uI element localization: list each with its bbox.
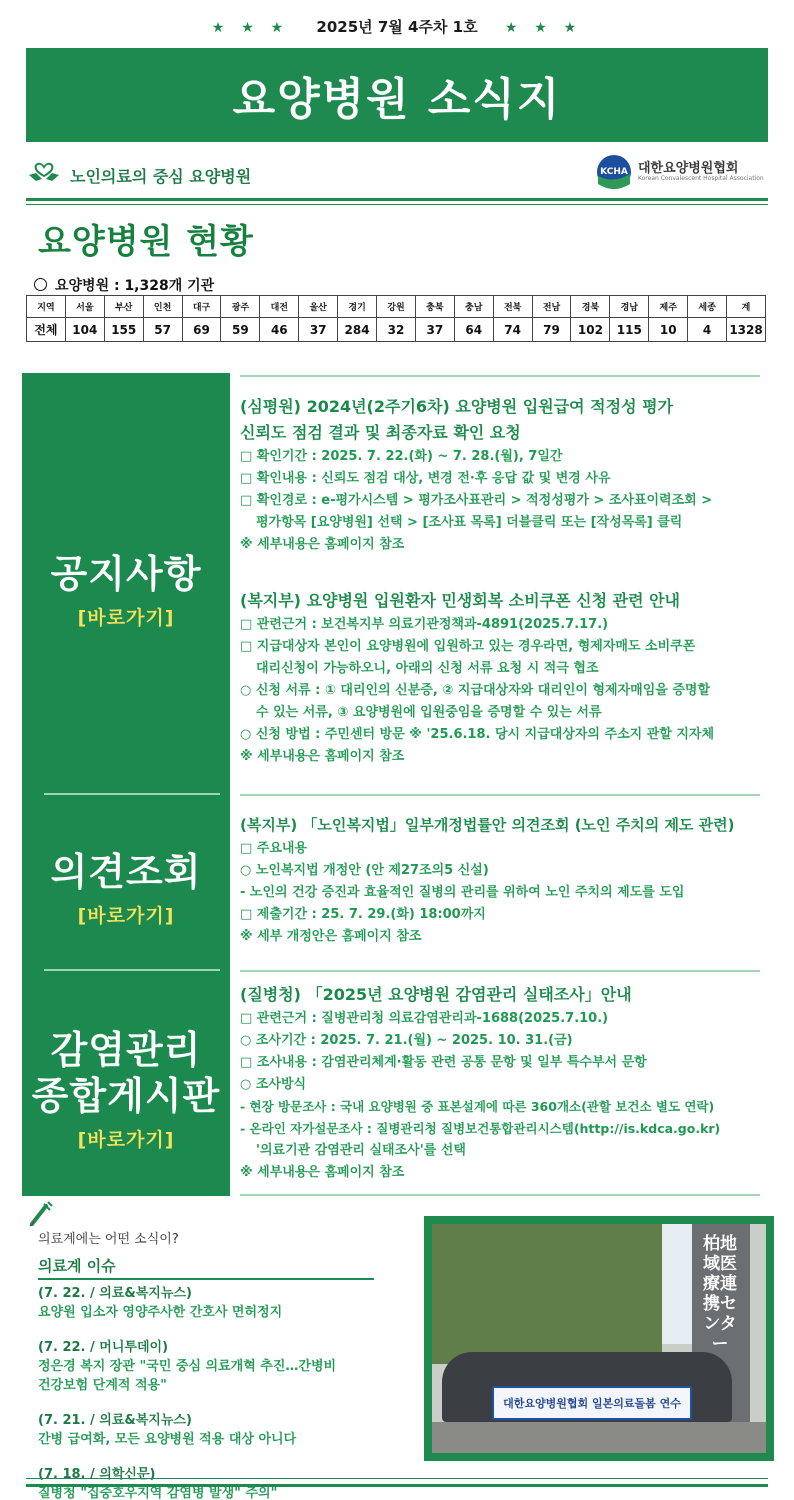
news-headline-cont: 건강보험 단계적 적용" — [38, 1378, 167, 1393]
logo-text: KCHA — [600, 167, 628, 177]
opinion-line: ○ 노인복지법 개정안 (안 제27조의5 신설) — [240, 863, 489, 878]
table-cell: 37 — [415, 318, 454, 342]
sidebar-divider — [44, 969, 220, 971]
table-header-cell: 경기 — [338, 296, 377, 318]
news-question: 의료계에는 어떤 소식이? — [38, 1232, 179, 1247]
notice-1-line: 평가항목 [요양병원] 선택 > [조사표 목록] 더블클릭 또는 [작성목록] 클릭 — [256, 515, 683, 530]
org-block — [602, 152, 762, 192]
news-date: (7. 18. / 의학신문) — [38, 1467, 156, 1482]
opinion-shortcut-link[interactable]: [바로가기] — [77, 905, 175, 927]
org-name: 대한요양병원협회 — [638, 161, 739, 176]
table-cell: 37 — [299, 318, 338, 342]
issue-line — [0, 16, 794, 37]
issue-label: 2025년 7월 4주차 1호 — [316, 18, 478, 36]
notice-1-title-cont: 신뢰도 점검 결과 및 최종자료 확인 요청 — [240, 423, 521, 442]
infection-line: - 온라인 자가설문조사 : 질병관리청 질병보건통합관리시스템(http://is.kdca.go.kr) — [240, 1121, 721, 1136]
table-cell: 4 — [688, 318, 727, 342]
kcha-logo-icon — [596, 154, 632, 190]
tagline: 노인의료의 중심 요양병원 — [70, 167, 252, 186]
table-cell: 155 — [104, 318, 143, 342]
news-date: (7. 22. / 의료&복지뉴스) — [38, 1286, 192, 1301]
notice-2-line: □ 지급대상자 본인이 요양병원에 입원하고 있는 경우라면, 형제자매도 소비쿠폰 — [240, 639, 696, 654]
notice-heading: 공지사항 — [50, 552, 202, 596]
opinion-line: □ 주요내용 — [240, 841, 308, 856]
table-cell: 10 — [649, 318, 688, 342]
news-headline: 요양원 입소자 영양주사한 간호사 면허정지 — [38, 1305, 283, 1320]
notice-2-line: ※ 세부내용은 홈페이지 참조 — [240, 749, 405, 764]
infection-line: ○ 조사기간 : 2025. 7. 21.(월) ~ 2025. 10. 31.(금) — [240, 1033, 573, 1048]
table-header-cell: 인천 — [143, 296, 182, 318]
photo-trees — [432, 1224, 662, 1364]
table-cell: 1328 — [727, 318, 766, 342]
content-divider — [240, 794, 760, 796]
table-cell: 59 — [221, 318, 260, 342]
table-header-cell: 대구 — [182, 296, 221, 318]
notice-shortcut-link[interactable]: [바로가기] — [77, 607, 175, 629]
group-photo-image — [432, 1224, 766, 1453]
table-header-cell: 대전 — [260, 296, 299, 318]
table-header-cell: 서울 — [65, 296, 104, 318]
notice-1-line: ※ 세부내용은 홈페이지 참조 — [240, 537, 405, 552]
divider — [26, 198, 768, 201]
stars-right: ★ ★ ★ — [504, 20, 583, 36]
table-header-row — [27, 296, 766, 318]
news-item[interactable] — [38, 1411, 418, 1449]
content-divider — [240, 375, 760, 377]
hospital-count — [34, 275, 214, 295]
opinion-line: □ 제출기간 : 25. 7. 29.(화) 18:00까지 — [240, 907, 486, 922]
content-divider — [240, 970, 760, 972]
news-headline: 질병청 "집중호우지역 감염병 발생" 주의" — [38, 1486, 278, 1500]
infection-line: ○ 조사방식 — [240, 1077, 307, 1092]
news-underline — [38, 1278, 374, 1280]
region-stats-table — [26, 295, 766, 342]
stars-left: ★ ★ ★ — [211, 20, 290, 36]
table-header-cell: 전북 — [493, 296, 532, 318]
hands-heart-icon — [28, 159, 60, 183]
infection-shortcut-link[interactable]: [바로가기] — [77, 1129, 175, 1151]
table-cell: 115 — [610, 318, 649, 342]
table-header-cell: 충남 — [454, 296, 493, 318]
news-date: (7. 22. / 머니투데이) — [38, 1340, 169, 1355]
notice-1-line: □ 확인경로 : e-평가시스템 > 평가조사표관리 > 적정성평가 > 조사표이력조회 > — [240, 493, 713, 508]
infection-line: □ 조사내용 : 감염관리체계·활동 관련 공통 문항 및 일부 특수부서 문항 — [240, 1055, 647, 1070]
org-name-en: Korean Convalescent Hospital Association — [638, 175, 764, 182]
table-header-cell: 강원 — [377, 296, 416, 318]
newsletter-title: 요양병원 소식지 — [26, 48, 768, 142]
news-title: 의료계 이슈 — [38, 1257, 116, 1275]
divider — [26, 204, 768, 205]
notice-2-line: ○ 신청 서류 : ① 대리인의 신분증, ② 지급대상자와 대리인이 형제자매임을 증명할 — [240, 683, 711, 698]
news-headline: 정은경 복지 장관 "국민 중심 의료개혁 추진…간병비 — [38, 1359, 337, 1374]
notice-2-line: ○ 신청 방법 : 주민센터 방문 ※ '25.6.18. 당시 지급대상자의 주소지 관할 지자체 — [240, 727, 715, 742]
news-headline: 간병 급여화, 모든 요양병원 적용 대상 아니다 — [38, 1432, 297, 1447]
table-cell: 69 — [182, 318, 221, 342]
hospital-count-text: 요양병원 : 1,328개 기관 — [55, 278, 215, 294]
table-cell: 284 — [338, 318, 377, 342]
notice-1-line: □ 확인내용 : 신뢰도 점검 대상, 변경 전·후 응답 값 및 변경 사유 — [240, 471, 611, 486]
photo-building-sign-text: 柏地域医療連携センター — [703, 1234, 737, 1354]
opinion-line: ※ 세부 개정안은 홈페이지 참조 — [240, 929, 422, 944]
table-cell: 57 — [143, 318, 182, 342]
opinion-heading: 의견조회 — [50, 850, 202, 894]
news-item[interactable] — [38, 1338, 418, 1395]
notice-2-title: (복지부) 요양병원 입원환자 민생회복 소비쿠폰 신청 관련 안내 — [240, 591, 681, 610]
table-cell: 104 — [65, 318, 104, 342]
table-header-cell: 울산 — [299, 296, 338, 318]
infection-heading-2: 종합게시판 — [31, 1074, 221, 1118]
footer-divider — [26, 1484, 768, 1487]
infection-heading-1: 감염관리 — [50, 1028, 202, 1072]
table-cell: 32 — [377, 318, 416, 342]
table-header-cell: 계 — [727, 296, 766, 318]
table-header-cell: 세종 — [688, 296, 727, 318]
table-row — [27, 318, 766, 342]
infection-line: □ 관련근거 : 질병관리청 의료감염관리과-1688(2025.7.10.) — [240, 1011, 609, 1026]
news-date: (7. 21. / 의료&복지뉴스) — [38, 1413, 192, 1428]
table-cell: 74 — [493, 318, 532, 342]
table-header-cell: 부산 — [104, 296, 143, 318]
news-item[interactable] — [38, 1465, 418, 1500]
infection-item — [240, 982, 780, 1184]
group-photo — [424, 1216, 774, 1461]
sidebar-divider — [44, 793, 220, 795]
table-header-cell: 제주 — [649, 296, 688, 318]
notice-2 — [240, 588, 780, 768]
table-header-cell: 충북 — [415, 296, 454, 318]
opinion-block — [22, 849, 230, 928]
medical-news — [38, 1232, 418, 1500]
subheader — [26, 152, 768, 196]
table-cell: 64 — [454, 318, 493, 342]
news-item[interactable] — [38, 1284, 418, 1322]
notice-2-line: □ 관련근거 : 보건복지부 의료기관정책과-4891(2025.7.17.) — [240, 617, 609, 632]
footer-divider — [26, 1478, 768, 1479]
content-divider — [240, 1194, 760, 1196]
table-header-cell: 광주 — [221, 296, 260, 318]
table-cell: 102 — [571, 318, 610, 342]
notice-2-line: 대리신청이 가능하오니, 아래의 신청 서류 요청 시 적극 협조 — [256, 661, 599, 676]
table-header-cell: 지역 — [27, 296, 66, 318]
table-header-cell: 경남 — [610, 296, 649, 318]
notice-block — [22, 551, 230, 630]
table-cell: 전체 — [27, 318, 66, 342]
infection-line: - 현장 방문조사 : 국내 요양병원 중 표본설계에 따른 360개소(관할 보건소 별도 연락) — [240, 1099, 715, 1114]
infection-line: ※ 세부내용은 홈페이지 참조 — [240, 1165, 405, 1180]
opinion-title: (복지부) 「노인복지법」일부개정법률안 의견조회 (노인 주치의 제도 관련) — [240, 816, 735, 834]
opinion-item — [240, 812, 780, 948]
table-header-cell: 전남 — [532, 296, 571, 318]
infection-title: (질병청) 「2025년 요양병원 감염관리 실태조사」안내 — [240, 985, 632, 1004]
notice-1-title: (심평원) 2024년(2주기6차) 요양병원 입원급여 적정성 평가 — [240, 397, 674, 416]
notice-2-line: 수 있는 서류, ③ 요양병원에 입원중임을 증명할 수 있는 서류 — [256, 705, 602, 720]
table-cell: 46 — [260, 318, 299, 342]
table-cell: 79 — [532, 318, 571, 342]
status-section-title: 요양병원 현황 — [38, 222, 254, 262]
sidebar — [22, 373, 230, 1196]
photo-ground — [432, 1422, 766, 1453]
infection-block — [22, 1027, 230, 1152]
circle-bullet-icon — [34, 278, 47, 291]
notice-1 — [240, 394, 780, 556]
photo-banner: 대한요양병원협회 일본의료돌봄 연수 — [492, 1386, 692, 1420]
notice-1-line: □ 확인기간 : 2025. 7. 22.(화) ~ 7. 28.(월), 7일간 — [240, 449, 563, 464]
infection-line: '의료기관 감염관리 실태조사'를 선택 — [256, 1143, 466, 1158]
table-header-cell: 경북 — [571, 296, 610, 318]
medical-syringe-icon — [28, 1200, 54, 1228]
opinion-line: - 노인의 건강 증진과 효율적인 질병의 관리를 위하여 노인 주치의 제도를 도입 — [240, 885, 685, 900]
